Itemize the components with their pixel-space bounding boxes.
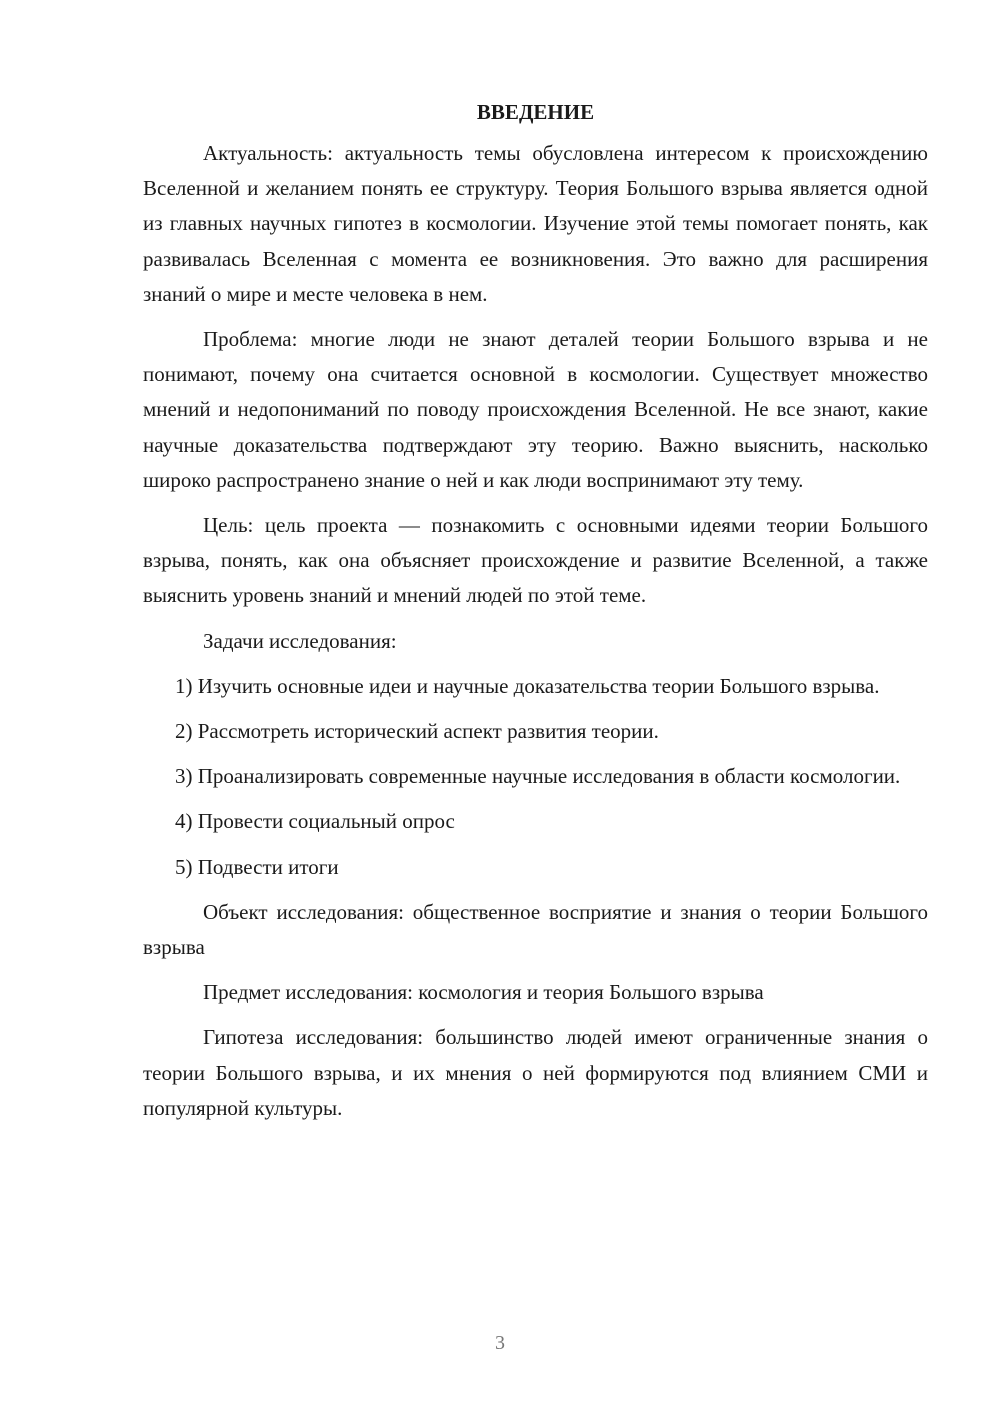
hypothesis-paragraph: Гипотеза исследования: большинство людей имеют ограниченные знания о теории Большого взрыва, и их мнения о ней формируются под влиянием СМИ и популярной культуры. bbox=[143, 1025, 928, 1120]
task-item-3: 3) Проанализировать современные научные исследования в области космологии. bbox=[175, 764, 901, 789]
subject-paragraph: Предмет исследования: космология и теория Большого взрыва bbox=[203, 980, 764, 1005]
relevance-paragraph: Актуальность: актуальность темы обусловлена интересом к происхождению Вселенной и желанием понять ее структуру. Теория Большого взрыва является одной из главных научных гипотез в космологии. Изучение этой темы помогает понять, как развивалась Вселенная с момента ее возникновения. Это важно для расширения знаний о мире и месте человека в нем. bbox=[143, 141, 928, 306]
page-number: 3 bbox=[495, 1332, 505, 1354]
task-item-1: 1) Изучить основные идеи и научные доказательства теории Большого взрыва. bbox=[175, 673, 880, 698]
tasks-heading: Задачи исследования: bbox=[203, 628, 397, 653]
page-title: ВВЕДЕНИЕ bbox=[476, 100, 595, 124]
task-item-4: 4) Провести социальный опрос bbox=[175, 809, 455, 834]
problem-paragraph: Проблема: многие люди не знают деталей теории Большого взрыва и не понимают, почему она считается основной в космологии. Существует множество мнений и недопониманий по поводу происхождения Вселенной. Не все знают, какие научные доказательства подтверждают эту теорию. Важно выяснить, насколько широко распространено знание о ней и как люди воспринимают эту тему. bbox=[143, 327, 928, 492]
document-page bbox=[143, 92, 928, 1136]
task-item-5: 5) Подвести итоги bbox=[175, 854, 339, 879]
goal-paragraph: Цель: цель проекта — познакомить с основными идеями теории Большого взрыва, понять, как она объясняет происхождение и развитие Вселенной, а также выяснить уровень знаний и мнений людей по этой теме. bbox=[143, 513, 928, 608]
task-item-2: 2) Рассмотреть исторический аспект развития теории. bbox=[175, 719, 659, 744]
object-paragraph: Объект исследования: общественное восприятие и знания о теории Большого взрыва bbox=[143, 899, 928, 960]
